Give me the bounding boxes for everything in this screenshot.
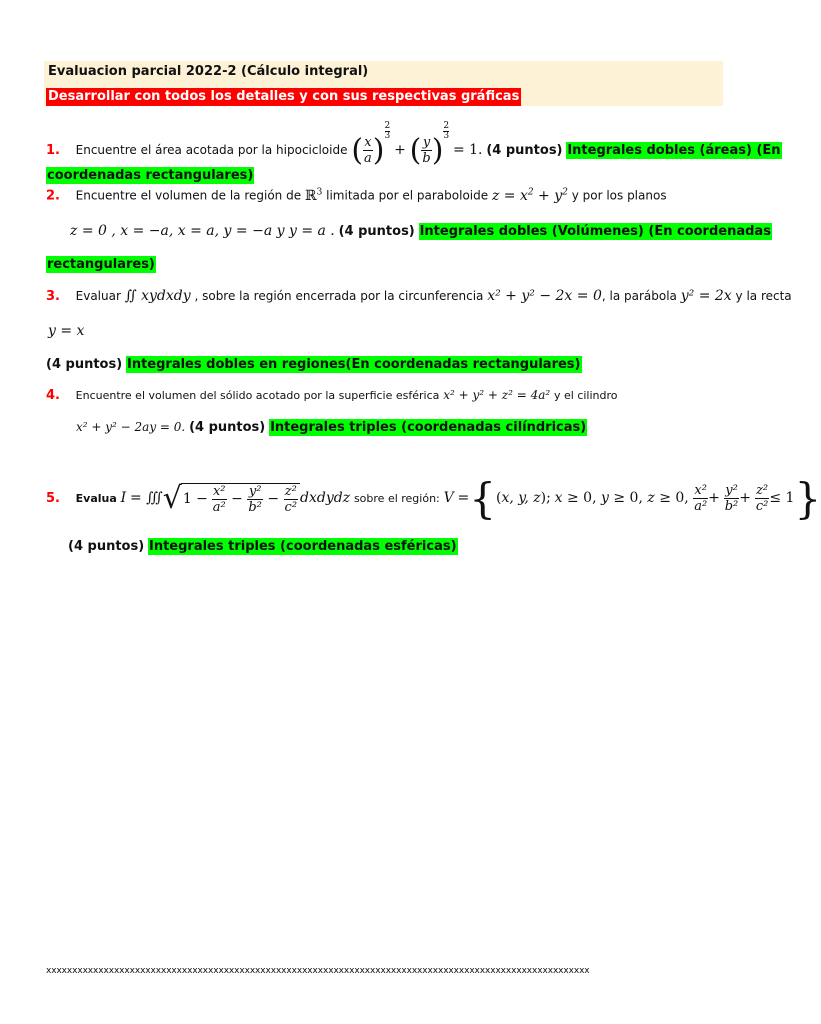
question-number: 2. [46, 188, 60, 204]
hypocycloid-equation: ( $\frac{x}{a}$ ) $\frac{2}{3}$ + ( $\frac{y}{b}$ ) $\frac{2}{3}$ = 1. [351, 121, 483, 168]
line-equation: y = x [48, 323, 85, 339]
question-number: 3. [46, 289, 60, 304]
question-text: Encuentre el volumen del sólido acotado por la superficie esférica [75, 389, 440, 402]
cylinder-equation: x² + y² − 2ay = 0. [76, 420, 186, 434]
points-label: (4 puntos) [486, 143, 563, 158]
points-label: (4 puntos) [189, 420, 266, 435]
topic-tag: Integrales triples (coordenadas esféricas) [148, 539, 457, 554]
question-3-line [48, 323, 84, 339]
topic-tag: Integrales dobles (áreas) (En [567, 143, 781, 158]
exam-title: Evaluacion parcial 2022-2 (Cálculo integral) [48, 64, 369, 79]
question-4 [46, 388, 618, 403]
header-box [44, 61, 723, 106]
question-text: Encuentre el volumen de la región de [75, 188, 302, 203]
planes-equation: z = 0 , x = −a, x = a, y = −a y y = a . [70, 223, 335, 239]
double-integral: ∬ xydxdy [124, 288, 191, 304]
triple-integral: I = ∭√1 − $\frac{\text{x²}}{\text{a²}}$ − $\frac{\text{y²}}{\text{b²}}$ − $\frac{\text{z²}}{\text{c²}}$ dxdydz [120, 481, 351, 516]
paraboloid-equation: $z = x^2 + y^2$ [491, 187, 568, 204]
sphere-equation: x² + y² + z² = 4a² [443, 388, 551, 402]
topic-tag: Integrales dobles (Volúmenes) (En coordenadas [419, 224, 771, 239]
question-text-3: y por los planos [571, 188, 667, 203]
question-text: Evaluar [75, 289, 121, 303]
topic-tag: Integrales dobles en regiones(En coordenadas rectangulares) [126, 357, 581, 372]
question-1-cont [46, 168, 254, 183]
question-1 [46, 122, 782, 168]
topic-tag: Integrales triples (coordenadas cilíndricas) [270, 420, 587, 435]
question-5-points [68, 539, 458, 554]
topic-tag-cont: coordenadas rectangulares) [47, 168, 254, 183]
question-text-2: , sobre la región encerrada por la circunferencia [194, 289, 484, 303]
circle-equation: x² + y² − 2x = 0 [487, 288, 602, 304]
region-definition: V ={(x, y, z); x ≥ 0, y ≥ 0, z ≥ 0, $\frac{\text{x²}}{\text{a²}}$ + $\frac{\text{y²}}{\text{b²}}$ + $\frac{\text{z²}}{\text{c²}}$ ≤ 1} [443, 474, 821, 523]
question-text-4: y la recta [735, 289, 792, 303]
exam-instructions: Desarrollar con todos los detalles y con sus respectivas gráficas [48, 89, 520, 104]
question-3 [46, 288, 792, 304]
question-number: 1. [46, 143, 60, 158]
question-2-planes [70, 223, 772, 239]
question-4-cyl [76, 420, 587, 435]
question-5 [46, 474, 821, 523]
points-label: (4 puntos) [68, 539, 145, 554]
question-2 [46, 187, 667, 204]
question-text-2: y el cilindro [554, 389, 618, 402]
question-text: Evalua [75, 492, 117, 505]
question-3-points [46, 357, 582, 372]
real-3-symbol: ℝ$^3$ [304, 187, 323, 204]
footer-separator: xxxxxxxxxxxxxxxxxxxxxxxxxxxxxxxxxxxxxxxxxxxxxxxxxxxxxxxxxxxxxxxxxxxxxxxxxxxxxxxxxxxxxxxxxxxxxxxxxxxxxxxx [46, 966, 590, 976]
question-2-cont [46, 257, 156, 272]
points-label: (4 puntos) [46, 357, 123, 372]
parabola-equation: y² = 2x [680, 288, 732, 304]
points-label: (4 puntos) [338, 224, 415, 239]
question-number: 4. [46, 388, 60, 403]
question-text-2: limitada por el paraboloide [326, 188, 489, 203]
question-text: Encuentre el área acotada por la hipocicloide [75, 143, 348, 157]
question-text-2: sobre el región: [353, 492, 440, 505]
question-number: 5. [46, 491, 60, 506]
topic-tag-cont: rectangulares) [47, 257, 155, 272]
question-text-3: , la parábola [601, 289, 677, 303]
